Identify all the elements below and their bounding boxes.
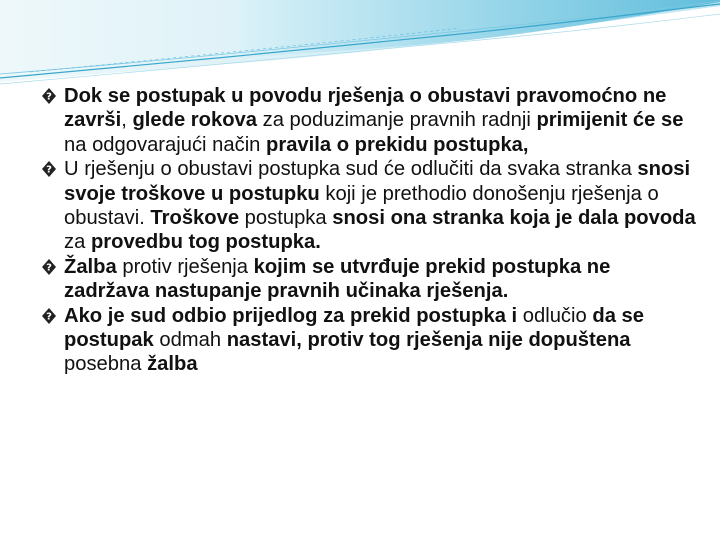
- bullet-text-run: za poduzimanje pravnih radnji: [257, 109, 537, 132]
- bullet-text-run: žalba: [147, 353, 198, 376]
- bullet-text-run: Troškove: [150, 207, 240, 230]
- bullet-text-run: snosi svoje troškove u postupku: [64, 158, 691, 205]
- bullet-item: [40, 255, 700, 304]
- bullet-text-run: posebna: [64, 353, 148, 376]
- bullet-text-run: nastavi, protiv tog rješenja nije dopuštena: [226, 329, 631, 352]
- bullet-text-run: Žalba: [64, 255, 117, 278]
- bullet-text-run: ,: [121, 109, 133, 132]
- bullet-text-run: protiv rješenja: [116, 255, 254, 278]
- bullet-text-run: odmah: [153, 329, 227, 352]
- missing-glyph-bullet-icon: [40, 86, 58, 106]
- bullet-text-run: da se postupak: [64, 304, 644, 352]
- bullet-text-run: U rješenju o obustavi postupka sud će odlučiti da svaka stranka: [64, 158, 638, 181]
- bullet-text-run: provedbu tog postupka.: [90, 231, 321, 254]
- bullet-text-run: Dok se postupak u povodu rješenja o obustavi pravomoćno: [64, 85, 643, 107]
- bullet-text-run: postupka: [239, 207, 333, 230]
- bullet-text-run: na odgovarajući način: [64, 133, 267, 156]
- bullet-text-run: Ako je sud odbio prijedlog za prekid postupka i: [64, 304, 518, 327]
- bullet-text-run: pravila o prekidu postupka,: [266, 133, 529, 156]
- missing-glyph-bullet-icon: [40, 306, 58, 326]
- missing-glyph-bullet-icon: [40, 159, 58, 179]
- bullet-text-run: glede rokova: [132, 109, 258, 132]
- slide-body: [40, 84, 700, 377]
- bullet-text-run: za: [64, 231, 91, 254]
- bullet-item: [40, 304, 700, 377]
- bullet-text-run: kojim se utvrđuje prekid postupka ne zadržava nastupanje pravnih učinaka rješenja.: [64, 255, 611, 303]
- bullet-text-run: snosi ona stranka koja je dala povoda: [332, 207, 696, 230]
- svg-text:?: ?: [46, 91, 52, 103]
- svg-text:?: ?: [46, 164, 52, 176]
- bullet-text-run: ne završi: [64, 85, 667, 132]
- bullet-item: [40, 157, 700, 255]
- svg-text:?: ?: [46, 262, 52, 274]
- bullet-text-run: primijenit će se: [536, 109, 684, 132]
- bullet-text-run: koji je prethodio donošenju rješenja o obustavi.: [64, 182, 659, 230]
- svg-text:?: ?: [46, 311, 52, 323]
- missing-glyph-bullet-icon: [40, 257, 58, 277]
- wave-decoration: [0, 0, 720, 90]
- bullet-item: [40, 84, 700, 157]
- bullet-text-run: odlučio: [517, 304, 593, 327]
